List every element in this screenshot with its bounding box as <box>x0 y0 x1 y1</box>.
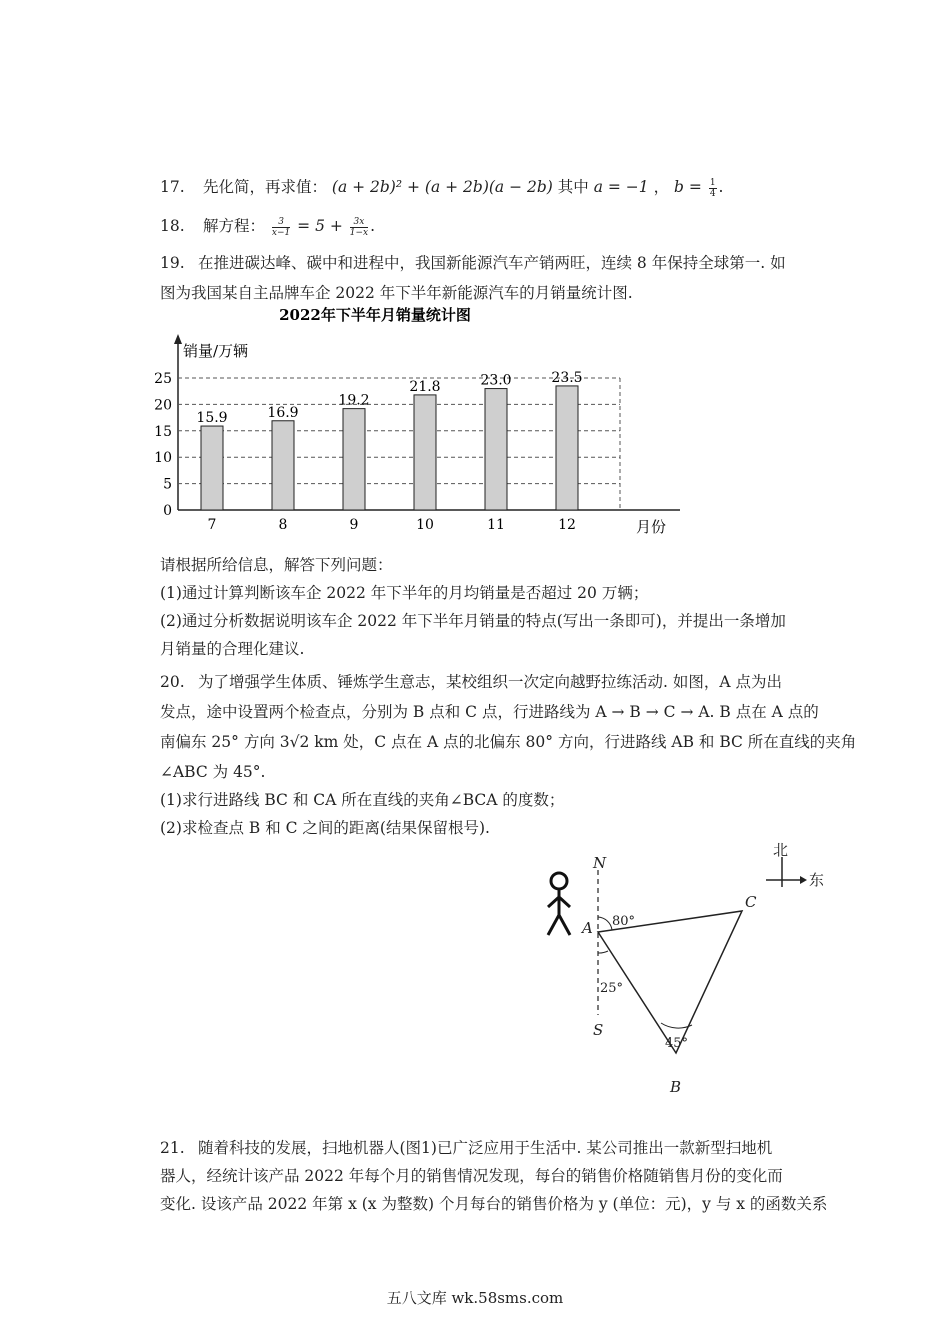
problem-19-line1 <box>160 253 786 273</box>
period: . <box>718 178 724 196</box>
problem-19-q1: (1)通过计算判断该车企 2022 年下半年的月均销量是否超过 20 万辆； <box>160 584 649 602</box>
fraction <box>350 217 368 238</box>
problem-text: 先化简，再求值： <box>202 178 327 196</box>
label-s: S <box>593 1021 604 1039</box>
label-n: N <box>593 854 607 872</box>
problem-number: 17. <box>160 178 185 196</box>
numerator: 1 <box>709 177 716 188</box>
numerator: 3 <box>272 217 290 228</box>
problem-21-line1 <box>160 1138 772 1158</box>
compass-east-label: 东 <box>809 871 825 889</box>
denominator: x−1 <box>271 227 291 238</box>
y-tick-label: 5 <box>163 476 172 493</box>
problem-number: 20. <box>160 673 185 691</box>
x-axis-label: 月份 <box>636 518 667 536</box>
problem-18 <box>160 216 375 238</box>
bar <box>272 421 294 510</box>
compass-icon <box>766 857 807 887</box>
numerator: 3x <box>350 217 368 228</box>
denominator: 4 <box>709 188 716 199</box>
compass-north-label: 北 <box>773 841 789 859</box>
bar <box>414 395 436 510</box>
bar <box>556 386 578 510</box>
x-tick-label: 7 <box>207 517 217 533</box>
geometry-diagram <box>520 835 840 1100</box>
period: . <box>370 217 376 235</box>
problem-20-q1: (1)求行进路线 BC 和 CA 所在直线的夹角∠BCA 的度数； <box>160 791 565 809</box>
problem-20-line3: 南偏东 25° 方向 3√2 km 处，C 点在 A 点的北偏东 80° 方向，行进路线 AB 和 BC 所在直线的夹角 <box>160 733 857 751</box>
problem-20-q2: (2)求检查点 B 和 C 之间的距离(结果保留根号). <box>160 819 490 837</box>
bar-value-label: 23.5 <box>551 369 583 386</box>
angle-label-80: 80° <box>612 914 636 929</box>
problem-17 <box>160 177 723 199</box>
angle-label-25: 25° <box>600 981 624 996</box>
problem-19-q2b: 月销量的合理化建议. <box>160 640 305 658</box>
bar-value-label: 19.2 <box>338 392 370 409</box>
problem-number: 19. <box>160 254 185 272</box>
problem-19-line2: 图为我国某自主品牌车企 2022 年下半年新能源汽车的月销量统计图. <box>160 284 633 302</box>
bar-chart <box>150 300 690 545</box>
label-b: B <box>670 1078 682 1096</box>
person-icon <box>548 873 570 935</box>
footer-watermark: 五八文库 wk.58sms.com <box>386 1289 564 1307</box>
x-tick-label: 8 <box>278 517 288 533</box>
bar <box>343 409 365 510</box>
bar-value-label: 23.0 <box>480 372 512 389</box>
bar <box>485 389 507 510</box>
problem-20-line2: 发点，途中设置两个检查点，分别为 B 点和 C 点，行进路线为 A → B → C → A. B 点在 A 点的 <box>160 703 819 721</box>
fraction <box>709 178 717 199</box>
x-tick-label: 11 <box>487 517 505 533</box>
problem-19-q2a: (2)通过分析数据说明该车企 2022 年下半年月销量的特点(写出一条即可)，并提出一条增加 <box>160 612 786 630</box>
y-axis-label: 销量/万辆 <box>183 342 249 360</box>
bar-value-label: 16.9 <box>267 404 299 421</box>
y-axis-arrow <box>174 334 182 344</box>
x-tick-label: 9 <box>349 517 359 533</box>
angle-arc-25 <box>598 951 608 953</box>
angle-arc-80 <box>598 917 612 930</box>
x-tick-label: 12 <box>558 517 576 533</box>
problem-20-line4: ∠ABC 为 45°. <box>160 763 266 781</box>
problem-text: 在推进碳达峰、碳中和进程中，我国新能源汽车产销两旺，连续 8 年保持全球第一. 如 <box>198 254 786 272</box>
problem-19-ask: 请根据所给信息，解答下列问题： <box>160 556 393 574</box>
condition-b: b = <box>674 178 707 196</box>
problem-number: 21. <box>160 1139 185 1157</box>
condition-a: a = −1 <box>593 178 649 196</box>
chart-bars <box>196 370 582 533</box>
problem-21-line3: 变化. 设该产品 2022 年第 x (x 为整数) 个月每台的销售价格为 y (单位：元)，y 与 x 的函数关系 <box>160 1195 828 1213</box>
separator: ， <box>653 178 670 196</box>
problem-21-line2: 器人，经统计该产品 2022 年每个月的销售情况发现，每台的销售价格随销售月份的变化而 <box>160 1167 783 1185</box>
fraction <box>272 217 290 238</box>
y-tick-label: 20 <box>154 397 172 414</box>
bar-value-label: 21.8 <box>409 378 441 395</box>
problem-text: 为了增强学生体质、锤炼学生意志，某校组织一次定向越野拉练活动. 如图，A 点为出 <box>198 673 782 691</box>
label-a: A <box>582 919 593 937</box>
x-tick-label: 10 <box>416 517 434 533</box>
expression: (a + 2b)² + (a + 2b)(a − 2b) <box>331 178 553 196</box>
problem-text: 随着科技的发展，扫地机器人(图1)已广泛应用于生活中. 某公司推出一款新型扫地机 <box>198 1139 773 1157</box>
denominator: 1−x <box>349 227 369 238</box>
chart-title: 2022年下半年月销量统计图 <box>279 306 471 324</box>
problem-number: 18. <box>160 217 185 235</box>
equation-middle: = 5 + <box>292 217 348 235</box>
label-c: C <box>745 893 757 911</box>
y-tick-label: 25 <box>154 371 172 387</box>
bar <box>201 426 223 510</box>
bar-value-label: 15.9 <box>196 410 228 427</box>
problem-text: 解方程： <box>202 217 265 235</box>
problem-text: 其中 <box>557 178 589 196</box>
y-tick-label: 15 <box>154 423 172 440</box>
angle-label-45: 45° <box>665 1036 689 1051</box>
y-tick-label: 10 <box>154 450 172 467</box>
problem-20-line1 <box>160 672 782 692</box>
y-tick-label: 0 <box>163 503 172 519</box>
